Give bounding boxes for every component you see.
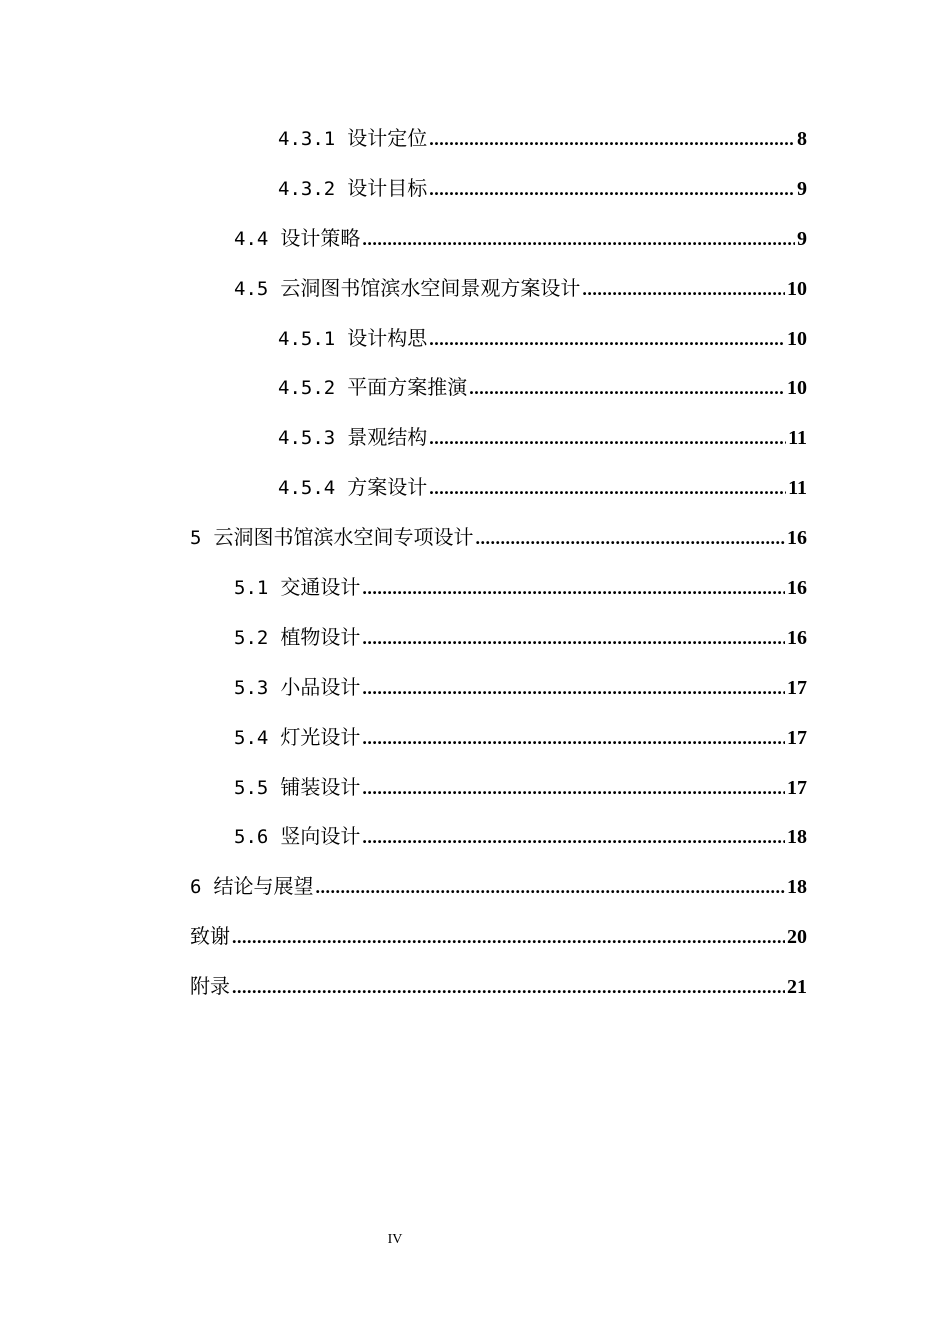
toc-entry-title: 竖向设计	[280, 824, 361, 849]
toc-entry-number: 5.5	[234, 776, 269, 799]
toc-entry-page: 8	[797, 128, 807, 150]
toc-entry-title: 致谢	[190, 924, 230, 949]
toc-entry-title: 结论与展望	[213, 874, 314, 899]
toc-entry-number: 5.1	[234, 577, 269, 600]
toc-entry-number: 4.5.4	[278, 477, 336, 500]
toc-entry[interactable]	[0, 671, 950, 721]
toc-dot-leader	[232, 927, 785, 948]
toc-entry[interactable]	[0, 820, 950, 870]
toc-entry-page: 16	[787, 626, 807, 649]
toc-dot-leader	[429, 129, 795, 150]
toc-entry-title: 小品设计	[280, 674, 361, 699]
toc-entry-number: 5.2	[234, 626, 269, 649]
toc-entry-title: 铺装设计	[280, 774, 361, 799]
toc-entry-page: 11	[788, 427, 807, 450]
toc-entry-number: 4.3.2	[278, 177, 336, 200]
toc-entry-number: 4.5	[234, 277, 269, 300]
toc-entry-title: 景观结构	[347, 425, 428, 450]
toc-entry-page: 10	[787, 327, 807, 350]
toc-entry-title: 云洞图书馆滨水空间景观方案设计	[280, 275, 581, 300]
toc-entry-number: 5.4	[234, 726, 269, 749]
toc-dot-leader	[429, 179, 795, 200]
toc-entry[interactable]	[0, 172, 950, 222]
toc-entry-page: 10	[787, 277, 807, 300]
toc-entry-page: 9	[797, 177, 807, 200]
toc-dot-leader	[362, 628, 785, 649]
toc-dot-leader	[429, 428, 786, 449]
toc-entry-title: 设计策略	[280, 225, 361, 250]
toc-entry-number: 4.4	[234, 227, 269, 250]
toc-entry-title: 设计构思	[347, 325, 428, 350]
toc-dot-leader	[429, 478, 786, 499]
toc-entry-title: 附录	[190, 974, 230, 999]
page-number: IV	[387, 1232, 403, 1247]
toc-entry-title: 平面方案推演	[347, 375, 468, 400]
toc-dot-leader	[362, 578, 785, 599]
toc-entry-number: 4.3.1	[278, 128, 336, 150]
toc-entry[interactable]	[0, 521, 950, 571]
toc-dot-leader	[475, 528, 785, 549]
toc-entry-page: 18	[787, 876, 807, 899]
toc-entry-page: 20	[787, 926, 807, 949]
toc-entry[interactable]	[0, 771, 950, 821]
toc-dot-leader	[429, 329, 785, 350]
toc-entry[interactable]	[0, 721, 950, 771]
toc-entry-page: 17	[787, 776, 807, 799]
table-of-contents	[0, 122, 950, 1020]
toc-entry-page: 10	[787, 377, 807, 400]
toc-dot-leader	[362, 728, 785, 749]
toc-entry[interactable]	[0, 920, 950, 970]
toc-entry-title: 灯光设计	[280, 724, 361, 749]
toc-entry-title: 设计目标	[347, 175, 428, 200]
toc-entry[interactable]	[0, 621, 950, 671]
toc-entry[interactable]	[0, 970, 950, 1020]
toc-entry[interactable]	[0, 371, 950, 421]
toc-entry-page: 11	[788, 477, 807, 500]
toc-dot-leader	[362, 678, 785, 699]
toc-dot-leader	[362, 827, 785, 848]
toc-dot-leader	[582, 279, 785, 300]
toc-entry[interactable]	[0, 322, 950, 372]
toc-entry-page: 17	[787, 726, 807, 749]
toc-entry-page: 17	[787, 676, 807, 699]
toc-entry[interactable]	[0, 122, 950, 172]
toc-entry-number: 4.5.3	[278, 427, 336, 450]
toc-entry[interactable]	[0, 272, 950, 322]
toc-entry-page: 18	[787, 826, 807, 849]
toc-entry-title: 云洞图书馆滨水空间专项设计	[213, 525, 474, 550]
toc-entry-title: 交通设计	[280, 575, 361, 600]
toc-entry-number: 4.5.1	[278, 327, 336, 350]
toc-entry-page: 16	[787, 527, 807, 550]
toc-entry-title: 方案设计	[347, 475, 428, 500]
toc-entry[interactable]	[0, 421, 950, 471]
toc-dot-leader	[469, 378, 785, 399]
toc-entry[interactable]	[0, 222, 950, 272]
toc-entry[interactable]	[0, 870, 950, 920]
toc-entry[interactable]	[0, 571, 950, 621]
toc-entry-number: 4.5.2	[278, 377, 336, 400]
toc-entry-number: 5	[190, 527, 202, 550]
toc-dot-leader	[362, 778, 785, 799]
toc-entry-page: 9	[797, 227, 807, 250]
toc-entry[interactable]	[0, 471, 950, 521]
toc-entry-page: 16	[787, 577, 807, 600]
toc-entry-number: 5.6	[234, 826, 269, 849]
toc-dot-leader	[315, 877, 785, 898]
toc-entry-page: 21	[787, 976, 807, 999]
toc-dot-leader	[232, 977, 785, 998]
toc-entry-title: 植物设计	[280, 624, 361, 649]
toc-entry-number: 6	[190, 876, 202, 899]
toc-dot-leader	[362, 229, 795, 250]
toc-entry-number: 5.3	[234, 676, 269, 699]
toc-entry-title: 设计定位	[347, 126, 428, 150]
